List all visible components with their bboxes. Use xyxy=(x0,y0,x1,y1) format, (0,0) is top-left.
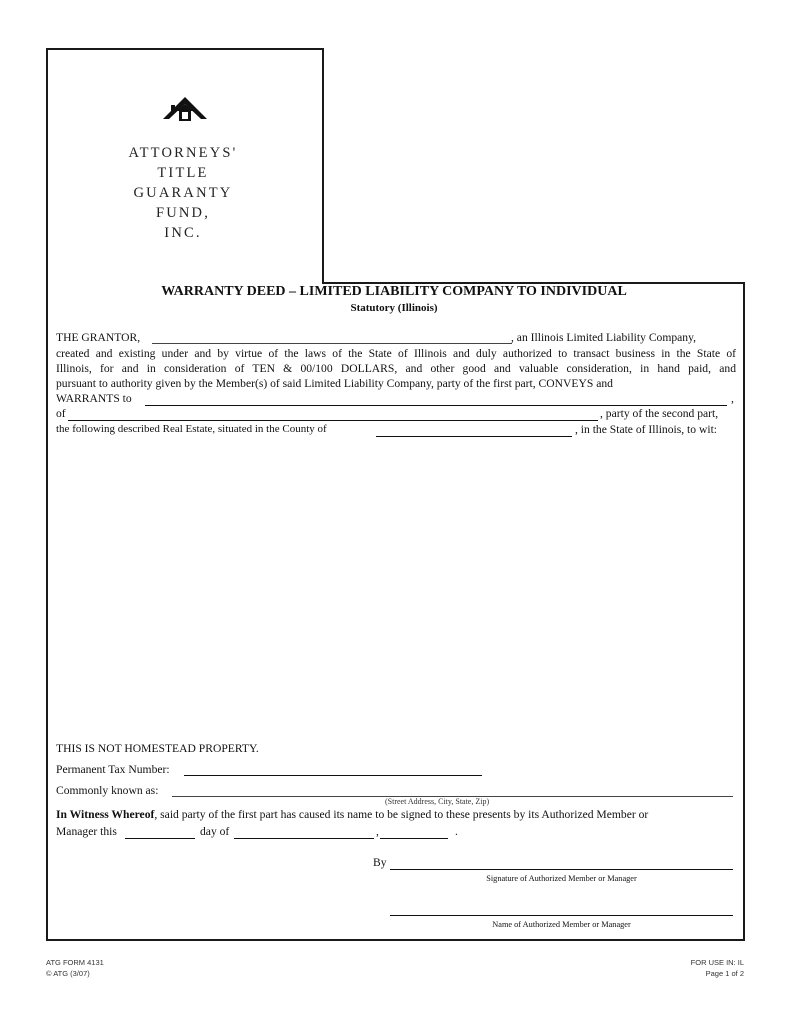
house-roof-icon xyxy=(163,95,207,123)
commonly-known-label: Commonly known as: xyxy=(56,784,159,797)
legal-description-area[interactable] xyxy=(56,445,736,735)
member-name-field[interactable] xyxy=(390,915,733,916)
grantee-address-field[interactable] xyxy=(68,420,598,421)
manager-this-label: Manager this xyxy=(56,825,117,838)
grantor-name-field[interactable] xyxy=(152,343,512,344)
day-field[interactable] xyxy=(125,838,195,839)
warrants-suffix: , xyxy=(731,392,734,405)
homestead-notice: THIS IS NOT HOMESTEAD PROPERTY. xyxy=(56,742,259,755)
copyright: © ATG (3/07) xyxy=(46,969,90,978)
tax-number-field[interactable] xyxy=(184,775,482,776)
page-subtitle: Statutory (Illinois) xyxy=(350,302,438,314)
page-number: Page 1 of 2 xyxy=(705,969,744,978)
logo-line-4: FUND, xyxy=(155,205,211,221)
name-caption: Name of Authorized Member or Manager xyxy=(492,920,631,929)
border-left xyxy=(46,48,48,941)
for-use-in: FOR USE IN: IL xyxy=(690,958,744,967)
body-line-2: created and existing under and by virtue of the laws of the State of Illinois and duly authorized to transact business in the State of xyxy=(56,347,736,360)
form-number: ATG FORM 4131 xyxy=(46,958,104,967)
grantee-name-field[interactable] xyxy=(145,405,727,406)
warrants-label: WARRANTS to xyxy=(56,392,132,405)
witness-text xyxy=(56,808,648,821)
border-right xyxy=(743,282,745,941)
logo-line-2: TITLE xyxy=(157,165,209,181)
border-top-logo xyxy=(46,48,324,50)
county-prefix: the following described Real Estate, situated in the County of xyxy=(56,423,327,435)
year-field[interactable] xyxy=(380,838,448,839)
by-label: By xyxy=(373,856,387,869)
body-line-4: pursuant to authority given by the Member(s) of said Limited Liability Company, party of the first part, CONVEYS and xyxy=(56,377,613,390)
comma: , xyxy=(376,825,379,838)
witness-bold: In Witness Whereof xyxy=(56,808,155,821)
address-hint: (Street Address, City, State, Zip) xyxy=(385,797,490,806)
border-bottom xyxy=(46,939,745,941)
witness-rest: , said party of the first part has caused its name to be signed to these presents by its Authorized Member or xyxy=(154,808,649,821)
tax-number-label: Permanent Tax Number: xyxy=(56,763,170,776)
logo-line-1: ATTORNEYS' xyxy=(128,145,238,161)
month-field[interactable] xyxy=(234,838,374,839)
period: . xyxy=(455,825,458,838)
grantor-suffix: , an Illinois Limited Liability Company, xyxy=(511,331,697,344)
logo-line-3: GUARANTY xyxy=(133,185,233,201)
page-title: WARRANTY DEED – LIMITED LIABILITY COMPANY TO INDIVIDUAL xyxy=(161,284,627,299)
border-logo-right xyxy=(322,48,324,284)
grantor-label: THE GRANTOR, xyxy=(56,331,141,344)
of-suffix: , party of the second part, xyxy=(600,407,719,420)
of-label: of xyxy=(56,407,66,420)
signature-field[interactable] xyxy=(390,869,733,870)
county-field[interactable] xyxy=(376,436,572,437)
county-suffix: , in the State of Illinois, to wit: xyxy=(575,423,718,436)
signature-caption: Signature of Authorized Member or Manager xyxy=(486,874,637,883)
body-line-3: Illinois, for and in consideration of TEN & 00/100 DOLLARS, and other good and valuable consideration, in hand paid, and xyxy=(56,362,736,375)
day-of-label: day of xyxy=(200,825,230,838)
logo-line-5: INC. xyxy=(164,225,202,241)
